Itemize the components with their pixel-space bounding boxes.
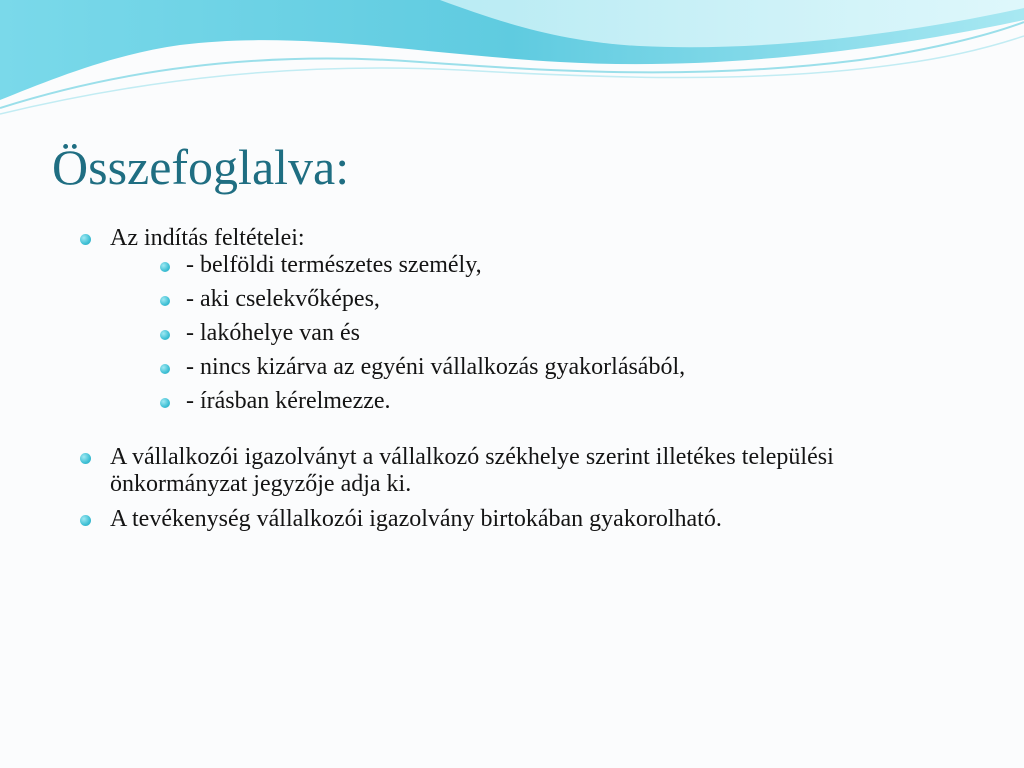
bullet-icon: [80, 515, 91, 526]
bullet-text: A tevékenység vállalkozói igazolvány birtokában gyakorolható.: [110, 506, 722, 532]
bullet-icon: [160, 398, 170, 408]
bullet-list: [80, 225, 940, 533]
slide-content: [80, 225, 940, 533]
spacer: [80, 422, 940, 444]
sub-bullet-item: [160, 286, 940, 313]
bullet-item: [80, 444, 940, 498]
sub-bullet-text: - belföldi természetes személy,: [186, 252, 482, 278]
sub-bullet-item: [160, 354, 940, 381]
bullet-icon: [80, 453, 91, 464]
bullet-icon: [160, 296, 170, 306]
sub-bullet-text: - lakóhelye van és: [186, 320, 360, 346]
bullet-item: [80, 506, 940, 533]
bullet-text: A vállalkozói igazolványt a vállalkozó székhelye szerint illetékes települési önkormányzat jegyzője adja ki.: [110, 444, 834, 497]
bullet-icon: [160, 364, 170, 374]
sub-bullet-text: - aki cselekvőképes,: [186, 286, 380, 312]
bullet-text: Az indítás feltételei:: [110, 225, 305, 251]
sub-bullet-item: [160, 252, 940, 279]
sub-bullet-text: - nincs kizárva az egyéni vállalkozás gyakorlásából,: [186, 354, 686, 380]
bullet-icon: [80, 234, 91, 245]
sub-bullet-item: [160, 388, 940, 415]
header-wave-decoration: [0, 0, 1024, 120]
sub-bullet-list: [110, 252, 940, 415]
bullet-icon: [160, 330, 170, 340]
slide-title: Összefoglalva:: [52, 139, 350, 195]
bullet-icon: [160, 262, 170, 272]
sub-bullet-text: - írásban kérelmezze.: [186, 388, 391, 414]
sub-bullet-item: [160, 320, 940, 347]
bullet-item: [80, 225, 940, 415]
